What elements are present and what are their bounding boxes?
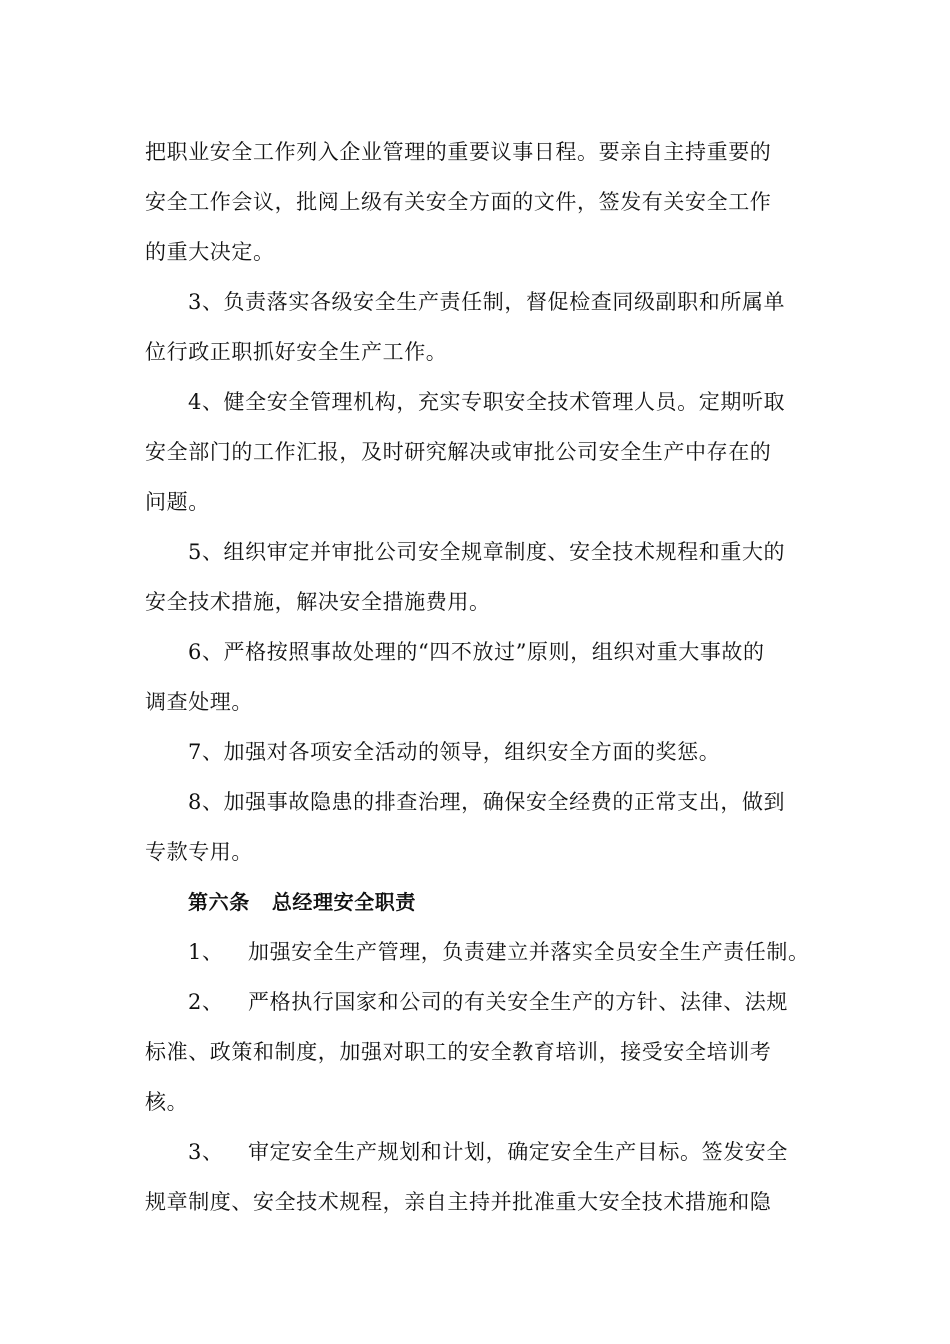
item-text: 加强安全生产管理，负责建立并落实全员安全生产责任制。 — [248, 940, 810, 964]
paragraph-line: 8、加强事故隐患的排查治理，确保安全经费的正常支出，做到 — [188, 790, 786, 814]
section-heading — [188, 888, 416, 916]
paragraph-line: 的重大决定。 — [145, 240, 275, 264]
paragraph-line: 位行政正职抓好安全生产工作。 — [145, 340, 448, 364]
article-number: 第六条 — [188, 890, 250, 914]
list-item — [188, 938, 810, 966]
paragraph-line: 问题。 — [145, 490, 210, 514]
paragraph-line: 安全技术措施，解决安全措施费用。 — [145, 590, 491, 614]
paragraph-line: 专款专用。 — [145, 840, 253, 864]
paragraph-line: 7、加强对各项安全活动的领导，组织安全方面的奖惩。 — [188, 740, 721, 764]
item-text: 审定安全生产规划和计划，确定安全生产目标。签发安全 — [248, 1140, 788, 1164]
paragraph-line: 5、组织审定并审批公司安全规章制度、安全技术规程和重大的 — [188, 540, 786, 564]
item-number: 3、 — [188, 1140, 224, 1164]
paragraph-line: 规章制度、安全技术规程，亲自主持并批准重大安全技术措施和隐 — [145, 1190, 772, 1214]
item-number: 2、 — [188, 990, 224, 1014]
paragraph-line: 安全工作会议，批阅上级有关安全方面的文件，签发有关安全工作 — [145, 190, 772, 214]
article-title: 总经理安全职责 — [271, 890, 417, 914]
paragraph-line: 4、健全安全管理机构，充实专职安全技术管理人员。定期听取 — [188, 390, 786, 414]
item-number: 1、 — [188, 940, 224, 964]
list-item — [188, 1138, 788, 1166]
paragraph-line: 6、严格按照事故处理的“四不放过”原则，组织对重大事故的 — [188, 640, 765, 664]
paragraph-line: 核。 — [145, 1090, 189, 1114]
paragraph-line: 3、负责落实各级安全生产责任制，督促检查同级副职和所属单 — [188, 290, 786, 314]
paragraph-line: 把职业安全工作列入企业管理的重要议事日程。要亲自主持重要的 — [145, 140, 772, 164]
list-item — [188, 988, 788, 1016]
paragraph-line: 标准、政策和制度，加强对职工的安全教育培训，接受安全培训考 — [145, 1040, 772, 1064]
paragraph-line: 安全部门的工作汇报，及时研究解决或审批公司安全生产中存在的 — [145, 440, 772, 464]
item-text: 严格执行国家和公司的有关安全生产的方针、法律、法规 — [248, 990, 788, 1014]
paragraph-line: 调查处理。 — [145, 690, 253, 714]
